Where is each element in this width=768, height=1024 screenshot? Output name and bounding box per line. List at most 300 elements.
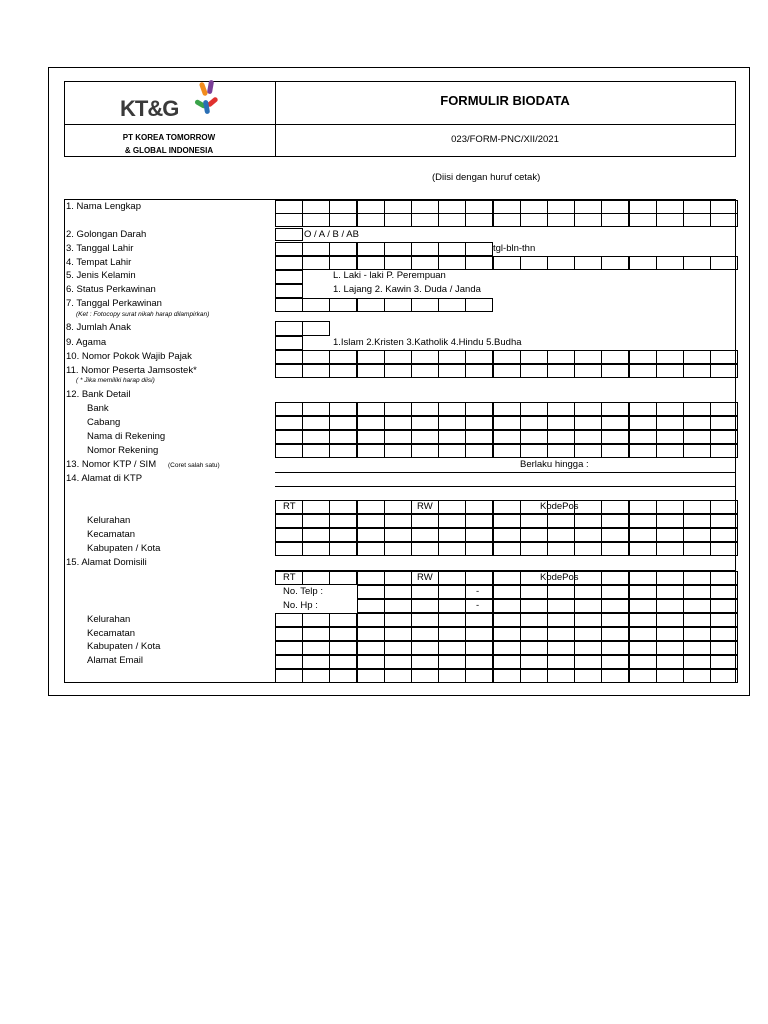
- input-cell-telp[interactable]: [629, 585, 657, 599]
- input-cell-tempat-lahir[interactable]: [710, 256, 738, 270]
- input-cell-nama[interactable]: [656, 200, 684, 214]
- input-cell-rt-rw-ktp[interactable]: [329, 500, 357, 514]
- input-cell-bank[interactable]: [629, 402, 657, 416]
- input-cell-bank[interactable]: [302, 402, 330, 416]
- input-cell-wilayah-domisili[interactable]: [574, 655, 602, 669]
- input-cell-bank[interactable]: [656, 430, 684, 444]
- input-cell-nama[interactable]: [302, 213, 330, 227]
- input-cell-wilayah-ktp[interactable]: [710, 528, 738, 542]
- input-cell-jamsostek[interactable]: [547, 364, 575, 378]
- input-cell-wilayah-domisili[interactable]: [710, 669, 738, 683]
- input-cell-hp[interactable]: [629, 599, 657, 613]
- input-cell-rt-rw-domisili[interactable]: [357, 571, 385, 585]
- input-cell-wilayah-ktp[interactable]: [302, 514, 330, 528]
- input-cell-wilayah-domisili[interactable]: [411, 655, 439, 669]
- input-cell-wilayah-domisili[interactable]: [574, 641, 602, 655]
- input-cell-bank[interactable]: [302, 416, 330, 430]
- input-cell-bank[interactable]: [710, 416, 738, 430]
- input-cell-npwp[interactable]: [710, 350, 738, 364]
- input-cell-bank[interactable]: [710, 430, 738, 444]
- input-cell-jamsostek[interactable]: [629, 364, 657, 378]
- input-cell-telp[interactable]: [574, 585, 602, 599]
- input-cell-bank[interactable]: [629, 416, 657, 430]
- input-cell-wilayah-ktp[interactable]: [629, 514, 657, 528]
- input-cell-wilayah-ktp[interactable]: [710, 514, 738, 528]
- input-cell-wilayah-domisili[interactable]: [357, 669, 385, 683]
- input-cell-wilayah-domisili[interactable]: [357, 641, 385, 655]
- input-cell-telp[interactable]: [357, 585, 385, 599]
- input-cell-rt-rw-domisili[interactable]: [601, 571, 629, 585]
- input-cell-wilayah-domisili[interactable]: [438, 613, 466, 627]
- input-cell-jamsostek[interactable]: [384, 364, 412, 378]
- input-cell-nama[interactable]: [275, 200, 303, 214]
- input-cell-wilayah-ktp[interactable]: [629, 528, 657, 542]
- input-cell-wilayah-domisili[interactable]: [357, 627, 385, 641]
- input-cell-nama[interactable]: [493, 200, 521, 214]
- input-cell-bank[interactable]: [683, 402, 711, 416]
- input-cell-wilayah-domisili[interactable]: [465, 641, 493, 655]
- input-cell-telp[interactable]: [683, 585, 711, 599]
- input-cell-tempat-lahir[interactable]: [493, 256, 521, 270]
- input-cell-bank[interactable]: [493, 402, 521, 416]
- input-cell-wilayah-domisili[interactable]: [329, 641, 357, 655]
- input-cell-bank[interactable]: [357, 444, 385, 458]
- input-cell-wilayah-domisili[interactable]: [302, 641, 330, 655]
- input-cell-nama[interactable]: [411, 200, 439, 214]
- input-cell-wilayah-domisili[interactable]: [384, 627, 412, 641]
- input-cell-wilayah-ktp[interactable]: [547, 542, 575, 556]
- input-cell-telp[interactable]: [656, 585, 684, 599]
- input-cell-wilayah-ktp[interactable]: [601, 514, 629, 528]
- input-cell-wilayah-domisili[interactable]: [493, 669, 521, 683]
- input-cell-npwp[interactable]: [329, 350, 357, 364]
- input-cell-bank[interactable]: [438, 430, 466, 444]
- input-cell-jamsostek[interactable]: [710, 364, 738, 378]
- input-cell-npwp[interactable]: [465, 350, 493, 364]
- input-cell-tempat-lahir[interactable]: [683, 256, 711, 270]
- input-cell-wilayah-domisili[interactable]: [411, 613, 439, 627]
- input-cell-bank[interactable]: [710, 444, 738, 458]
- input-cell-nama[interactable]: [438, 200, 466, 214]
- input-cell-wilayah-domisili[interactable]: [601, 627, 629, 641]
- input-cell-rt-rw-domisili[interactable]: [683, 571, 711, 585]
- input-cell-wilayah-domisili[interactable]: [357, 613, 385, 627]
- input-cell-wilayah-domisili[interactable]: [710, 613, 738, 627]
- input-cell-wilayah-domisili[interactable]: [520, 655, 548, 669]
- input-cell-nama[interactable]: [574, 200, 602, 214]
- input-cell-tgl-kawin[interactable]: [302, 298, 330, 312]
- input-cell-telp[interactable]: [438, 585, 466, 599]
- input-cell-rt-rw-domisili[interactable]: [493, 571, 521, 585]
- input-cell-wilayah-domisili[interactable]: [547, 613, 575, 627]
- input-cell-agama[interactable]: [275, 336, 303, 350]
- input-cell-bank[interactable]: [574, 416, 602, 430]
- input-cell-nama[interactable]: [683, 200, 711, 214]
- input-cell-bank[interactable]: [302, 444, 330, 458]
- input-cell-wilayah-domisili[interactable]: [384, 613, 412, 627]
- input-cell-telp[interactable]: [520, 585, 548, 599]
- input-cell-bank[interactable]: [683, 430, 711, 444]
- input-cell-rt-rw-domisili[interactable]: [710, 571, 738, 585]
- input-cell-wilayah-domisili[interactable]: [547, 627, 575, 641]
- input-cell-hp[interactable]: [520, 599, 548, 613]
- input-cell-bank[interactable]: [357, 416, 385, 430]
- input-cell-bank[interactable]: [601, 416, 629, 430]
- input-cell-gender[interactable]: [275, 270, 303, 284]
- input-cell-wilayah-domisili[interactable]: [629, 627, 657, 641]
- input-cell-hp[interactable]: [601, 599, 629, 613]
- input-cell-rt-rw-ktp[interactable]: [601, 500, 629, 514]
- input-cell-wilayah-domisili[interactable]: [683, 641, 711, 655]
- input-cell-bank[interactable]: [411, 430, 439, 444]
- input-cell-wilayah-domisili[interactable]: [493, 641, 521, 655]
- input-cell-hp[interactable]: [683, 599, 711, 613]
- input-cell-wilayah-ktp[interactable]: [683, 528, 711, 542]
- input-cell-wilayah-ktp[interactable]: [438, 514, 466, 528]
- input-cell-npwp[interactable]: [384, 350, 412, 364]
- input-cell-wilayah-ktp[interactable]: [547, 528, 575, 542]
- input-cell-nama[interactable]: [601, 200, 629, 214]
- input-cell-wilayah-domisili[interactable]: [629, 669, 657, 683]
- input-cell-wilayah-domisili[interactable]: [629, 613, 657, 627]
- input-cell-bank[interactable]: [357, 402, 385, 416]
- input-cell-wilayah-ktp[interactable]: [302, 542, 330, 556]
- input-cell-wilayah-domisili[interactable]: [601, 613, 629, 627]
- input-cell-telp[interactable]: [601, 585, 629, 599]
- input-cell-tgl-kawin[interactable]: [329, 298, 357, 312]
- input-cell-rt-rw-ktp[interactable]: [384, 500, 412, 514]
- input-cell-bank[interactable]: [411, 416, 439, 430]
- input-cell-wilayah-domisili[interactable]: [384, 669, 412, 683]
- input-cell-wilayah-ktp[interactable]: [493, 528, 521, 542]
- input-cell-nama[interactable]: [465, 213, 493, 227]
- input-cell-bank[interactable]: [493, 416, 521, 430]
- input-cell-rt-rw-domisili[interactable]: [438, 571, 466, 585]
- input-cell-tgl-kawin[interactable]: [384, 298, 412, 312]
- input-cell-jumlah-anak[interactable]: [302, 321, 330, 336]
- input-cell-wilayah-domisili[interactable]: [683, 669, 711, 683]
- input-cell-goldar[interactable]: [275, 228, 303, 241]
- input-cell-wilayah-ktp[interactable]: [465, 514, 493, 528]
- input-cell-nama[interactable]: [520, 200, 548, 214]
- input-cell-nama[interactable]: [710, 200, 738, 214]
- input-cell-wilayah-ktp[interactable]: [683, 542, 711, 556]
- input-cell-wilayah-ktp[interactable]: [275, 514, 303, 528]
- input-cell-bank[interactable]: [574, 444, 602, 458]
- input-cell-nama[interactable]: [384, 213, 412, 227]
- input-cell-bank[interactable]: [574, 430, 602, 444]
- input-cell-bank[interactable]: [601, 402, 629, 416]
- input-cell-tgl-kawin[interactable]: [275, 298, 303, 312]
- input-cell-nama[interactable]: [438, 213, 466, 227]
- input-cell-wilayah-domisili[interactable]: [411, 641, 439, 655]
- input-cell-bank[interactable]: [656, 416, 684, 430]
- input-cell-bank[interactable]: [357, 430, 385, 444]
- input-cell-wilayah-ktp[interactable]: [357, 514, 385, 528]
- input-cell-hp[interactable]: [574, 599, 602, 613]
- input-cell-npwp[interactable]: [302, 350, 330, 364]
- input-cell-tgl-lahir[interactable]: [384, 242, 412, 256]
- input-cell-wilayah-ktp[interactable]: [683, 514, 711, 528]
- input-cell-nama[interactable]: [329, 200, 357, 214]
- input-cell-wilayah-domisili[interactable]: [574, 627, 602, 641]
- input-cell-hp[interactable]: [438, 599, 466, 613]
- input-cell-bank[interactable]: [384, 402, 412, 416]
- input-cell-bank[interactable]: [683, 416, 711, 430]
- input-cell-bank[interactable]: [656, 402, 684, 416]
- input-cell-bank[interactable]: [329, 402, 357, 416]
- input-cell-wilayah-domisili[interactable]: [656, 641, 684, 655]
- input-cell-rt-rw-domisili[interactable]: [656, 571, 684, 585]
- input-cell-bank[interactable]: [384, 444, 412, 458]
- input-cell-wilayah-domisili[interactable]: [275, 641, 303, 655]
- input-cell-bank[interactable]: [547, 416, 575, 430]
- input-cell-status[interactable]: [275, 284, 303, 298]
- input-cell-wilayah-domisili[interactable]: [329, 655, 357, 669]
- input-cell-wilayah-ktp[interactable]: [384, 514, 412, 528]
- input-cell-wilayah-ktp[interactable]: [384, 528, 412, 542]
- input-cell-wilayah-ktp[interactable]: [493, 542, 521, 556]
- input-cell-tgl-lahir[interactable]: [329, 242, 357, 256]
- input-cell-rt-rw-domisili[interactable]: [629, 571, 657, 585]
- input-cell-npwp[interactable]: [438, 350, 466, 364]
- input-cell-wilayah-domisili[interactable]: [275, 655, 303, 669]
- input-cell-npwp[interactable]: [574, 350, 602, 364]
- input-cell-tgl-kawin[interactable]: [357, 298, 385, 312]
- input-cell-hp[interactable]: [710, 599, 738, 613]
- input-cell-rt-rw-ktp[interactable]: [683, 500, 711, 514]
- input-cell-rt-rw-domisili[interactable]: [329, 571, 357, 585]
- input-cell-jamsostek[interactable]: [329, 364, 357, 378]
- input-cell-wilayah-domisili[interactable]: [656, 669, 684, 683]
- input-cell-bank[interactable]: [520, 444, 548, 458]
- input-cell-wilayah-domisili[interactable]: [629, 641, 657, 655]
- input-cell-wilayah-domisili[interactable]: [574, 613, 602, 627]
- input-cell-bank[interactable]: [683, 444, 711, 458]
- input-cell-rt-rw-ktp[interactable]: [493, 500, 521, 514]
- input-cell-jamsostek[interactable]: [493, 364, 521, 378]
- input-cell-bank[interactable]: [520, 430, 548, 444]
- input-cell-wilayah-ktp[interactable]: [411, 542, 439, 556]
- input-cell-rt-rw-domisili[interactable]: [302, 571, 330, 585]
- input-cell-wilayah-domisili[interactable]: [329, 613, 357, 627]
- input-cell-jumlah-anak[interactable]: [275, 321, 303, 336]
- input-cell-wilayah-ktp[interactable]: [520, 528, 548, 542]
- input-cell-nama[interactable]: [329, 213, 357, 227]
- input-cell-hp[interactable]: [411, 599, 439, 613]
- input-cell-jamsostek[interactable]: [520, 364, 548, 378]
- input-cell-wilayah-domisili[interactable]: [656, 627, 684, 641]
- input-cell-wilayah-domisili[interactable]: [357, 655, 385, 669]
- input-cell-wilayah-domisili[interactable]: [547, 641, 575, 655]
- input-cell-nama[interactable]: [465, 200, 493, 214]
- input-cell-bank[interactable]: [275, 444, 303, 458]
- input-cell-wilayah-ktp[interactable]: [656, 542, 684, 556]
- input-cell-tempat-lahir[interactable]: [465, 256, 493, 270]
- input-cell-wilayah-domisili[interactable]: [683, 655, 711, 669]
- input-cell-wilayah-ktp[interactable]: [656, 528, 684, 542]
- input-cell-tempat-lahir[interactable]: [329, 256, 357, 270]
- input-cell-bank[interactable]: [438, 444, 466, 458]
- input-cell-bank[interactable]: [329, 444, 357, 458]
- input-cell-rt-rw-ktp[interactable]: [629, 500, 657, 514]
- input-cell-tempat-lahir[interactable]: [601, 256, 629, 270]
- input-cell-wilayah-domisili[interactable]: [710, 641, 738, 655]
- input-cell-tempat-lahir[interactable]: [574, 256, 602, 270]
- input-cell-npwp[interactable]: [520, 350, 548, 364]
- input-cell-wilayah-domisili[interactable]: [275, 613, 303, 627]
- input-cell-nama[interactable]: [683, 213, 711, 227]
- input-cell-jamsostek[interactable]: [601, 364, 629, 378]
- input-cell-tempat-lahir[interactable]: [275, 256, 303, 270]
- input-cell-npwp[interactable]: [493, 350, 521, 364]
- input-cell-nama[interactable]: [275, 213, 303, 227]
- input-cell-nama[interactable]: [411, 213, 439, 227]
- input-cell-npwp[interactable]: [357, 350, 385, 364]
- input-cell-nama[interactable]: [493, 213, 521, 227]
- input-cell-wilayah-ktp[interactable]: [275, 542, 303, 556]
- input-cell-hp[interactable]: [493, 599, 521, 613]
- input-cell-wilayah-domisili[interactable]: [438, 655, 466, 669]
- input-cell-bank[interactable]: [520, 416, 548, 430]
- input-cell-bank[interactable]: [547, 444, 575, 458]
- input-cell-wilayah-domisili[interactable]: [302, 613, 330, 627]
- input-cell-bank[interactable]: [302, 430, 330, 444]
- input-cell-bank[interactable]: [465, 430, 493, 444]
- input-cell-wilayah-ktp[interactable]: [329, 542, 357, 556]
- input-cell-bank[interactable]: [411, 444, 439, 458]
- input-cell-nama[interactable]: [302, 200, 330, 214]
- input-cell-wilayah-ktp[interactable]: [438, 528, 466, 542]
- input-cell-tempat-lahir[interactable]: [411, 256, 439, 270]
- input-cell-wilayah-domisili[interactable]: [275, 669, 303, 683]
- input-cell-wilayah-ktp[interactable]: [520, 514, 548, 528]
- input-cell-bank[interactable]: [520, 402, 548, 416]
- input-cell-tgl-lahir[interactable]: [411, 242, 439, 256]
- input-cell-wilayah-ktp[interactable]: [329, 514, 357, 528]
- input-cell-npwp[interactable]: [411, 350, 439, 364]
- input-cell-bank[interactable]: [411, 402, 439, 416]
- input-cell-npwp[interactable]: [683, 350, 711, 364]
- input-cell-wilayah-ktp[interactable]: [520, 542, 548, 556]
- input-cell-bank[interactable]: [547, 430, 575, 444]
- input-cell-wilayah-domisili[interactable]: [329, 669, 357, 683]
- input-cell-npwp[interactable]: [629, 350, 657, 364]
- input-cell-wilayah-domisili[interactable]: [520, 641, 548, 655]
- input-cell-hp[interactable]: [357, 599, 385, 613]
- input-cell-bank[interactable]: [710, 402, 738, 416]
- input-cell-tgl-lahir[interactable]: [302, 242, 330, 256]
- input-cell-wilayah-ktp[interactable]: [656, 514, 684, 528]
- input-cell-hp[interactable]: [656, 599, 684, 613]
- input-cell-wilayah-domisili[interactable]: [710, 627, 738, 641]
- input-cell-bank[interactable]: [384, 416, 412, 430]
- input-cell-wilayah-domisili[interactable]: [493, 655, 521, 669]
- input-cell-wilayah-domisili[interactable]: [438, 627, 466, 641]
- input-cell-wilayah-domisili[interactable]: [302, 669, 330, 683]
- input-cell-tempat-lahir[interactable]: [438, 256, 466, 270]
- input-cell-wilayah-ktp[interactable]: [574, 514, 602, 528]
- input-cell-bank[interactable]: [465, 402, 493, 416]
- input-cell-tempat-lahir[interactable]: [357, 256, 385, 270]
- input-cell-wilayah-domisili[interactable]: [438, 669, 466, 683]
- input-cell-bank[interactable]: [493, 444, 521, 458]
- input-cell-wilayah-domisili[interactable]: [683, 613, 711, 627]
- input-cell-hp[interactable]: [384, 599, 412, 613]
- input-cell-tempat-lahir[interactable]: [629, 256, 657, 270]
- input-cell-rt-rw-ktp[interactable]: [465, 500, 493, 514]
- input-cell-nama[interactable]: [357, 213, 385, 227]
- input-cell-wilayah-ktp[interactable]: [411, 528, 439, 542]
- input-cell-tempat-lahir[interactable]: [302, 256, 330, 270]
- input-cell-wilayah-domisili[interactable]: [547, 669, 575, 683]
- input-cell-bank[interactable]: [465, 416, 493, 430]
- input-cell-telp[interactable]: [710, 585, 738, 599]
- input-cell-wilayah-ktp[interactable]: [465, 528, 493, 542]
- input-cell-nama[interactable]: [547, 200, 575, 214]
- input-cell-tgl-kawin[interactable]: [411, 298, 439, 312]
- input-cell-bank[interactable]: [275, 416, 303, 430]
- input-cell-wilayah-ktp[interactable]: [710, 542, 738, 556]
- input-cell-wilayah-domisili[interactable]: [493, 627, 521, 641]
- input-cell-wilayah-ktp[interactable]: [601, 528, 629, 542]
- input-cell-wilayah-domisili[interactable]: [302, 627, 330, 641]
- input-cell-bank[interactable]: [601, 444, 629, 458]
- input-cell-jamsostek[interactable]: [302, 364, 330, 378]
- input-cell-wilayah-domisili[interactable]: [574, 669, 602, 683]
- input-cell-bank[interactable]: [629, 430, 657, 444]
- input-cell-bank[interactable]: [656, 444, 684, 458]
- input-cell-bank[interactable]: [329, 430, 357, 444]
- input-cell-wilayah-domisili[interactable]: [656, 655, 684, 669]
- input-cell-bank[interactable]: [601, 430, 629, 444]
- input-cell-wilayah-domisili[interactable]: [493, 613, 521, 627]
- input-cell-wilayah-ktp[interactable]: [357, 528, 385, 542]
- input-cell-wilayah-domisili[interactable]: [438, 641, 466, 655]
- input-cell-wilayah-domisili[interactable]: [302, 655, 330, 669]
- input-cell-bank[interactable]: [275, 430, 303, 444]
- input-cell-npwp[interactable]: [547, 350, 575, 364]
- input-cell-wilayah-ktp[interactable]: [629, 542, 657, 556]
- input-cell-bank[interactable]: [275, 402, 303, 416]
- input-cell-wilayah-domisili[interactable]: [629, 655, 657, 669]
- input-cell-wilayah-ktp[interactable]: [329, 528, 357, 542]
- input-cell-wilayah-domisili[interactable]: [601, 669, 629, 683]
- input-cell-tempat-lahir[interactable]: [547, 256, 575, 270]
- input-cell-jamsostek[interactable]: [656, 364, 684, 378]
- input-cell-tempat-lahir[interactable]: [656, 256, 684, 270]
- input-cell-nama[interactable]: [357, 200, 385, 214]
- input-cell-rt-rw-ktp[interactable]: [438, 500, 466, 514]
- input-cell-nama[interactable]: [629, 200, 657, 214]
- input-cell-tempat-lahir[interactable]: [520, 256, 548, 270]
- input-cell-rt-rw-ktp[interactable]: [710, 500, 738, 514]
- input-cell-nama[interactable]: [547, 213, 575, 227]
- input-cell-wilayah-ktp[interactable]: [302, 528, 330, 542]
- input-cell-jamsostek[interactable]: [357, 364, 385, 378]
- input-cell-tgl-lahir[interactable]: [357, 242, 385, 256]
- input-cell-telp[interactable]: [493, 585, 521, 599]
- input-cell-tgl-kawin[interactable]: [438, 298, 466, 312]
- input-cell-bank[interactable]: [438, 416, 466, 430]
- input-cell-bank[interactable]: [547, 402, 575, 416]
- input-cell-telp[interactable]: [384, 585, 412, 599]
- input-cell-nama[interactable]: [710, 213, 738, 227]
- input-cell-rt-rw-domisili[interactable]: [465, 571, 493, 585]
- input-cell-bank[interactable]: [465, 444, 493, 458]
- input-cell-wilayah-ktp[interactable]: [601, 542, 629, 556]
- input-cell-wilayah-domisili[interactable]: [384, 655, 412, 669]
